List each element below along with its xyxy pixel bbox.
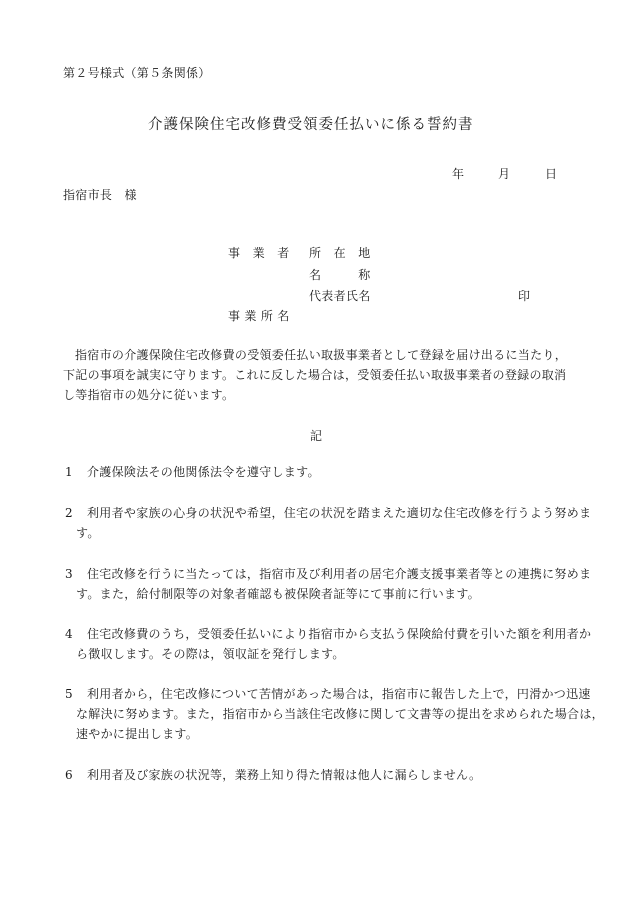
item-number: 5 [65,687,73,701]
intro-paragraph: 指宿市の介護保険住宅改修費の受領委任払い取扱事業者として登録を届け出るに当たり，下記の事項を誠実に守ります。これに反した場合は，受領委任払い取扱事業者の登録の取消し等指宿市の処分に従います。 [63,348,568,402]
address-label: 所 在 地 [309,246,371,260]
item-number: 3 [65,567,73,581]
document-title: 介護保険住宅改修費受領委任払いに係る誓約書 [148,117,474,133]
date-day: 日 [545,167,558,181]
item-text-line: す。また，給付制限等の対象者確認も被保険者証等にて事前に行います。 [76,587,480,601]
name-label: 名 称 [309,268,371,282]
item-text-line: 速やかに提出します。 [76,727,199,741]
item-text: 介護保険法その他関係法令を遵守します。 [87,465,320,479]
ki-heading: 記 [310,429,323,443]
date-month: 月 [498,167,511,181]
business-label: 事 業 者 [228,246,290,260]
item-number: 4 [65,627,73,641]
item-text: 利用者及び家族の状況等，業務上知り得た情報は他人に漏らしません。 [87,768,482,782]
date-year: 年 [452,167,465,181]
item-number: 6 [65,768,73,782]
item-text-line: 住宅改修を行うに当たっては，指宿市及び利用者の居宅介護支援事業者等との連携に努めま [87,567,592,581]
seal-mark: 印 [518,289,531,303]
item-number: 1 [65,465,73,479]
item-text-line: な解決に努めます。また，指宿市から当該住宅改修に関して文書等の提出を求められた場合は， [76,707,604,721]
item-text-line: 利用者から，住宅改修について苦情があった場合は，指宿市に報告した上で，円滑かつ迅速 [87,687,591,701]
item-text-line: す。 [76,526,100,540]
representative-label: 代表者氏名 [309,289,371,303]
office-name-label: 事 業 所 名 [228,309,290,323]
form-label: 第２号様式（第５条関係） [63,66,211,80]
item-text-line: 住宅改修費のうち，受領委任払いにより指宿市から支払う保険給付費を引いた額を利用者か [87,627,592,641]
item-text-line: 利用者や家族の心身の状況や希望，住宅の状況を踏まえた適切な住宅改修を行うよう努めま [87,506,592,520]
item-text-line: ら徴収します。その際は，領収証を発行します。 [76,647,345,661]
item-number: 2 [65,506,73,520]
addressee: 指宿市長 様 [63,188,137,202]
